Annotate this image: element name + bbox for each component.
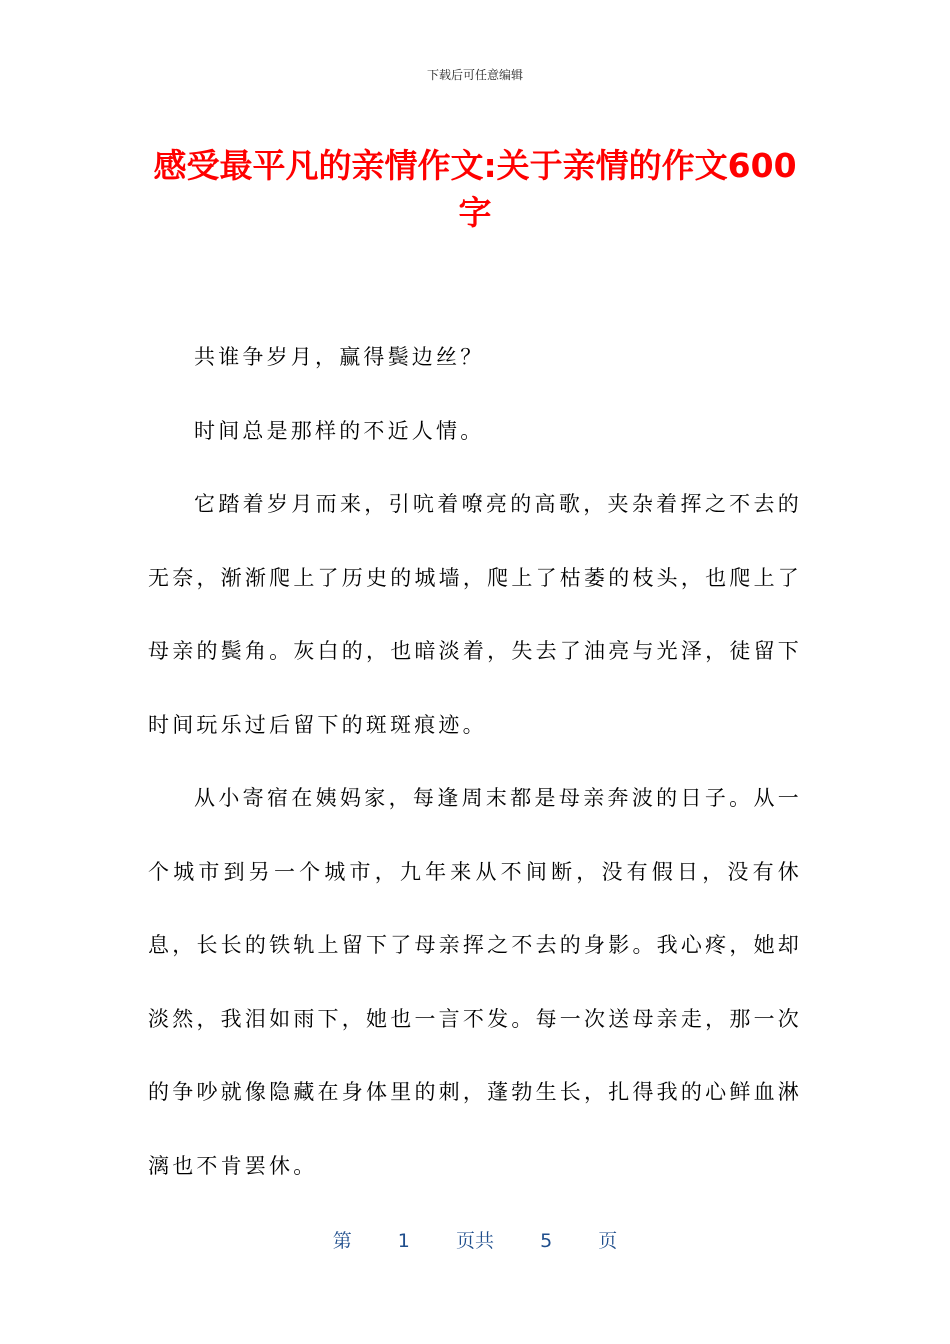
document-title: 感受最平凡的亲情作文:关于亲情的作文600字	[153, 146, 797, 232]
document-body	[148, 321, 802, 1203]
header-note: 下载后可任意编辑	[426, 68, 523, 82]
paragraph: 从小寄宿在姨妈家，每逢周末都是母亲奔波的日子。从一个城市到另一个城市，九年来从不间断，没有假日，没有休息，长长的铁轨上留下了母亲挥之不去的身影。我心疼，她却淡然，我泪如雨下，她也一言不发。每一次送母亲走，那一次的争吵就像隐藏在身体里的刺，蓬勃生长，扎得我的心鲜血淋漓也不肯罢休。	[148, 786, 802, 1178]
page-number-current: 1	[397, 1230, 410, 1252]
paragraph: 它踏着岁月而来，引吭着嘹亮的高歌，夹杂着挥之不去的无奈，渐渐爬上了历史的城墙，爬上了枯萎的枝头，也爬上了母亲的鬓角。灰白的，也暗淡着，失去了油亮与光泽，徒留下时间玩乐过后留下的斑斑痕迹。	[148, 492, 802, 737]
page-label-prefix: 第	[332, 1230, 352, 1252]
page-number-total: 5	[540, 1230, 553, 1252]
page-label-mid: 页共	[455, 1230, 494, 1252]
paragraph: 时间总是那样的不近人情。	[194, 418, 485, 443]
paragraph: 共谁争岁月，赢得鬓边丝？	[194, 345, 485, 369]
page-footer	[0, 1226, 950, 1253]
page-label-suffix: 页	[598, 1230, 618, 1252]
